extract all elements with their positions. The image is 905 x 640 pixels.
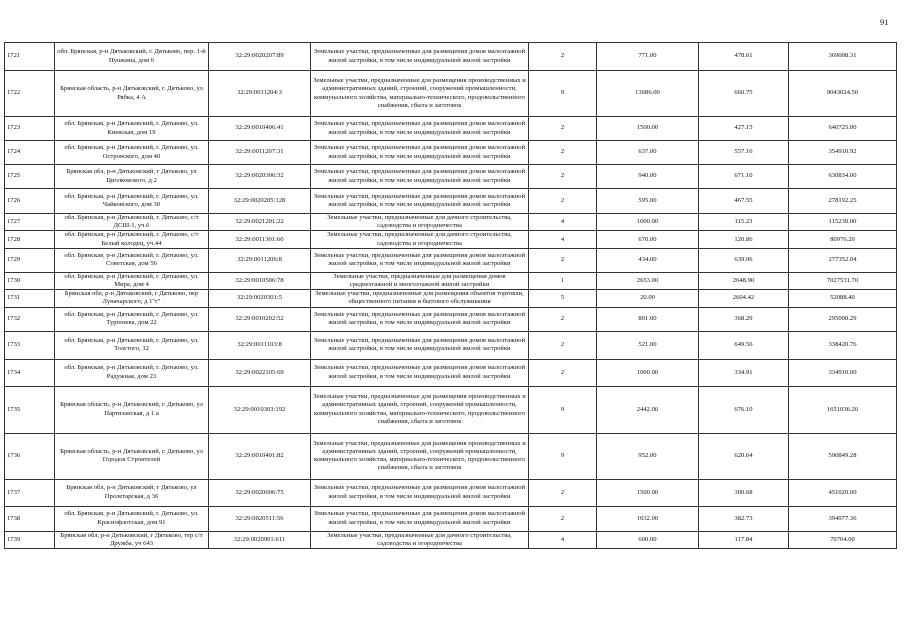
area-cell: 600.00 xyxy=(597,531,699,548)
specific-value-cell: 649.56 xyxy=(699,331,789,359)
land-use-cell: Земельные участки, предназначенные для размещения домов малоэтажной жилой застройки, в том числе индивидуальной жилой застройки xyxy=(311,189,529,214)
land-use-cell: Земельные участки, предназначенные для размещения домов малоэтажной жилой застройки, в том числе индивидуальной жилой застройки xyxy=(311,506,529,531)
land-use-cell: Земельные участки, предназначенные для размещения производственных и административных зданий, строений, сооружений промышленности, коммунального хозяйства, материально-технического, продовольственного снабжения, сбыта и заготовок xyxy=(311,386,529,433)
land-use-cell: Земельные участки, предназначенные для размещения домов малоэтажной жилой застройки, в том числе индивидуальной жилой застройки xyxy=(311,141,529,165)
specific-value-cell: 300.68 xyxy=(699,479,789,506)
table-row xyxy=(5,290,897,307)
use-group-cell: 2 xyxy=(529,506,597,531)
area-cell: 1500.00 xyxy=(597,117,699,141)
use-group-cell: 9 xyxy=(529,71,597,117)
land-use-cell: Земельные участки, предназначенные для размещения домов малоэтажной жилой застройки, в том числе индивидуальной жилой застройки xyxy=(311,359,529,386)
address-cell: Брянская обл, р-н Дятьковский, г Дятьково, ул Пролетарская, д 36 xyxy=(55,479,209,506)
row-number: 1727 xyxy=(5,214,55,231)
address-cell: обл. Брянская, р-н Дятьковский, г. Дятьково, с/т Белый колодец, уч.44 xyxy=(55,231,209,248)
row-number: 1731 xyxy=(5,290,55,307)
specific-value-cell: 478.61 xyxy=(699,43,789,71)
specific-value-cell: 2648.90 xyxy=(699,272,789,289)
cadastral-value-cell: 590849.28 xyxy=(789,433,897,479)
address-cell: обл. Брянская, р-н Дятьковский, г. Дятьково, ул. Толстого, 32 xyxy=(55,331,209,359)
area-cell: 801.00 xyxy=(597,307,699,331)
area-cell: 595.00 xyxy=(597,189,699,214)
use-group-cell: 2 xyxy=(529,331,597,359)
address-cell: Брянская область, р-н Дятьковский, г. Дятьково, ул Городок Строителей xyxy=(55,433,209,479)
cadastral-number-cell: 32:29:0020205:128 xyxy=(209,189,311,214)
row-number: 1726 xyxy=(5,189,55,214)
table-row xyxy=(5,359,897,386)
row-number: 1733 xyxy=(5,331,55,359)
cadastral-number-cell: 32:29:0020606:75 xyxy=(209,479,311,506)
area-cell: 1000.00 xyxy=(597,214,699,231)
specific-value-cell: 117.84 xyxy=(699,531,789,548)
cadastral-number-cell: 32:29:0011204:3 xyxy=(209,71,311,117)
specific-value-cell: 620.64 xyxy=(699,433,789,479)
cadastral-value-cell: 277352.04 xyxy=(789,248,897,272)
use-group-cell: 2 xyxy=(529,117,597,141)
specific-value-cell: 2604.42 xyxy=(699,290,789,307)
land-valuation-table xyxy=(4,42,897,549)
table-row xyxy=(5,531,897,548)
row-number: 1737 xyxy=(5,479,55,506)
table-row xyxy=(5,272,897,289)
cadastral-value-cell: 1651036.20 xyxy=(789,386,897,433)
specific-value-cell: 557.16 xyxy=(699,141,789,165)
specific-value-cell: 382.73 xyxy=(699,506,789,531)
land-use-cell: Земельные участки, предназначенные для дачного строительства, садоводства и огородничества xyxy=(311,531,529,548)
land-use-cell: Земельные участки, предназначенные для размещения домов малоэтажной жилой застройки, в том числе индивидуальной жилой застройки xyxy=(311,117,529,141)
address-cell: обл. Брянская, р-н Дятьковский, г. Дятьково, ул. Советская, дом 56 xyxy=(55,248,209,272)
table-row xyxy=(5,307,897,331)
cadastral-value-cell: 7027531.70 xyxy=(789,272,897,289)
cadastral-value-cell: 115230.00 xyxy=(789,214,897,231)
use-group-cell: 2 xyxy=(529,479,597,506)
specific-value-cell: 671.10 xyxy=(699,165,789,189)
use-group-cell: 2 xyxy=(529,359,597,386)
table-row xyxy=(5,165,897,189)
specific-value-cell: 115.23 xyxy=(699,214,789,231)
cadastral-value-cell: 394977.36 xyxy=(789,506,897,531)
area-cell: 952.00 xyxy=(597,433,699,479)
table-row xyxy=(5,386,897,433)
use-group-cell: 4 xyxy=(529,531,597,548)
cadastral-value-cell: 640725.00 xyxy=(789,117,897,141)
land-use-cell: Земельные участки, предназначенные для размещения домов малоэтажной жилой застройки, в том числе индивидуальной жилой застройки xyxy=(311,479,529,506)
table-body xyxy=(5,43,897,549)
table-row xyxy=(5,479,897,506)
row-number: 1738 xyxy=(5,506,55,531)
area-cell: 434.00 xyxy=(597,248,699,272)
area-cell: 1500.00 xyxy=(597,479,699,506)
row-number: 1725 xyxy=(5,165,55,189)
cadastral-number-cell: 32:29:0010406:41 xyxy=(209,117,311,141)
area-cell: 1000.00 xyxy=(597,359,699,386)
cadastral-number-cell: 32:29:0011301:60 xyxy=(209,231,311,248)
cadastral-value-cell: 338420.76 xyxy=(789,331,897,359)
specific-value-cell: 639.06 xyxy=(699,248,789,272)
use-group-cell: 2 xyxy=(529,307,597,331)
use-group-cell: 2 xyxy=(529,43,597,71)
row-number: 1732 xyxy=(5,307,55,331)
cadastral-number-cell: 32:29:0011103:8 xyxy=(209,331,311,359)
area-cell: 771.00 xyxy=(597,43,699,71)
use-group-cell: 1 xyxy=(529,272,597,289)
use-group-cell: 5 xyxy=(529,290,597,307)
cadastral-value-cell: 80976.20 xyxy=(789,231,897,248)
land-use-cell: Земельные участки, предназначенные для размещения объектов торговли, общественного питания и бытового обслуживания xyxy=(311,290,529,307)
specific-value-cell: 467.55 xyxy=(699,189,789,214)
cadastral-number-cell: 32:29:0022105:69 xyxy=(209,359,311,386)
use-group-cell: 2 xyxy=(529,165,597,189)
use-group-cell: 4 xyxy=(529,214,597,231)
row-number: 1735 xyxy=(5,386,55,433)
row-number: 1734 xyxy=(5,359,55,386)
table-row xyxy=(5,117,897,141)
use-group-cell: 2 xyxy=(529,189,597,214)
address-cell: Брянская обл, р-н Дятьковский, г Дятьково, пер Луначарского, д 1"г" xyxy=(55,290,209,307)
table-row xyxy=(5,71,897,117)
table-row xyxy=(5,248,897,272)
specific-value-cell: 676.10 xyxy=(699,386,789,433)
area-cell: 20.00 xyxy=(597,290,699,307)
address-cell: обл. Брянская, р-н Дятьковский, г. Дятьково, пер. 1-й Пушкина, дом 6 xyxy=(55,43,209,71)
row-number: 1724 xyxy=(5,141,55,165)
cadastral-number-cell: 32:29:0020207:89 xyxy=(209,43,311,71)
row-number: 1721 xyxy=(5,43,55,71)
land-use-cell: Земельные участки, предназначенные для размещения производственных и административных зданий, строений, сооружений промышленности, коммунального хозяйства, материально-технического, продовольственного снабжения, сбыта и заготовок xyxy=(311,433,529,479)
land-use-cell: Земельные участки, предназначенные для размещения домов среднеэтажной и многоэтажной жилой застройки xyxy=(311,272,529,289)
table-row xyxy=(5,231,897,248)
cadastral-value-cell: 334910.00 xyxy=(789,359,897,386)
cadastral-number-cell: 32:29:0021201:22 xyxy=(209,214,311,231)
cadastral-value-cell: 9043024.50 xyxy=(789,71,897,117)
address-cell: обл. Брянская, р-н Дятьковский, г. Дятьково, ул. Киевская, дом 19 xyxy=(55,117,209,141)
table-row xyxy=(5,331,897,359)
cadastral-number-cell: 32:29:0011207:31 xyxy=(209,141,311,165)
land-use-cell: Земельные участки, предназначенные для размещения домов малоэтажной жилой застройки, в том числе индивидуальной жилой застройки xyxy=(311,248,529,272)
use-group-cell: 2 xyxy=(529,248,597,272)
address-cell: Брянская область, р-н Дятьковский, г. Дятьково, ул Партизанская, д 1 а xyxy=(55,386,209,433)
address-cell: Брянская обл, р-н Дятьковский, г Дятьково, ул Циолковского, д 2 xyxy=(55,165,209,189)
area-cell: 2653.00 xyxy=(597,272,699,289)
page-number: 91 xyxy=(880,17,889,27)
land-use-cell: Земельные участки, предназначенные для дачного строительства, садоводства и огородничества xyxy=(311,231,529,248)
area-cell: 2442.00 xyxy=(597,386,699,433)
cadastral-value-cell: 630834.00 xyxy=(789,165,897,189)
area-cell: 637.00 xyxy=(597,141,699,165)
row-number: 1722 xyxy=(5,71,55,117)
address-cell: Брянская область, р-н Дятьковский, г. Дятьково, ул Рябка, 4 А xyxy=(55,71,209,117)
cadastral-value-cell: 369008.31 xyxy=(789,43,897,71)
land-use-cell: Земельные участки, предназначенные для размещения домов малоэтажной жилой застройки, в том числе индивидуальной жилой застройки xyxy=(311,307,529,331)
address-cell: обл. Брянская, р-н Дятьковский, г. Дятьково, с/т ДСШ-1, уч.6 xyxy=(55,214,209,231)
cadastral-value-cell: 278192.25 xyxy=(789,189,897,214)
specific-value-cell: 427.15 xyxy=(699,117,789,141)
row-number: 1730 xyxy=(5,272,55,289)
address-cell: обл. Брянская, р-н Дятьковский, г. Дятьково, ул. Чайковского, дом 30 xyxy=(55,189,209,214)
use-group-cell: 2 xyxy=(529,141,597,165)
table-row xyxy=(5,189,897,214)
specific-value-cell: 120.86 xyxy=(699,231,789,248)
cadastral-number-cell: 32:29:0010506:78 xyxy=(209,272,311,289)
row-number: 1723 xyxy=(5,117,55,141)
address-cell: обл. Брянская, р-н Дятьковский, г. Дятьково, ул. Островского, дом 40 xyxy=(55,141,209,165)
cadastral-number-cell: 32:29:0010401:82 xyxy=(209,433,311,479)
land-use-cell: Земельные участки, предназначенные для размещения домов малоэтажной жилой застройки, в том числе индивидуальной жилой застройки xyxy=(311,43,529,71)
row-number: 1739 xyxy=(5,531,55,548)
row-number: 1728 xyxy=(5,231,55,248)
specific-value-cell: 368.29 xyxy=(699,307,789,331)
table-row xyxy=(5,214,897,231)
cadastral-value-cell: 451020.00 xyxy=(789,479,897,506)
land-use-cell: Земельные участки, предназначенные для размещения производственных и административных зданий, строений, сооружений промышленности, коммунального хозяйства, материально-технического, продовольственного снабжения, сбыта и заготовок xyxy=(311,71,529,117)
address-cell: обл. Брянская, р-н Дятьковский, г. Дятьково, ул. Радужная, дом 23 xyxy=(55,359,209,386)
table-row xyxy=(5,141,897,165)
cadastral-number-cell: 32:29:0011206:8 xyxy=(209,248,311,272)
cadastral-value-cell: 52088.40 xyxy=(789,290,897,307)
address-cell: Брянская обл, р-н Дятьковский, г Дятьково, тер с/т Дружба, уч 643 xyxy=(55,531,209,548)
specific-value-cell: 334.91 xyxy=(699,359,789,386)
use-group-cell: 4 xyxy=(529,231,597,248)
row-number: 1729 xyxy=(5,248,55,272)
cadastral-value-cell: 354910.92 xyxy=(789,141,897,165)
cadastral-number-cell: 32:29:0020901:611 xyxy=(209,531,311,548)
land-use-cell: Земельные участки, предназначенные для дачного строительства, садоводства и огородничества xyxy=(311,214,529,231)
land-use-cell: Земельные участки, предназначенные для размещения домов малоэтажной жилой застройки, в том числе индивидуальной жилой застройки xyxy=(311,331,529,359)
cadastral-number-cell: 32:29:0010202:52 xyxy=(209,307,311,331)
area-cell: 940.00 xyxy=(597,165,699,189)
cadastral-number-cell: 32:29:0020301:5 xyxy=(209,290,311,307)
land-use-cell: Земельные участки, предназначенные для размещения домов малоэтажной жилой застройки, в том числе индивидуальной жилой застройки xyxy=(311,165,529,189)
table-row xyxy=(5,506,897,531)
cadastral-number-cell: 32:29:0020306:32 xyxy=(209,165,311,189)
specific-value-cell: 660.75 xyxy=(699,71,789,117)
table-row xyxy=(5,433,897,479)
address-cell: обл. Брянская, р-н Дятьковский, г. Дятьково, ул. Тургенева, дом 22 xyxy=(55,307,209,331)
address-cell: обл. Брянская, р-н Дятьковский, г. Дятьково, ул. Краснофлотская, дом 91 xyxy=(55,506,209,531)
cadastral-number-cell: 32:29:0010303:192 xyxy=(209,386,311,433)
area-cell: 670.00 xyxy=(597,231,699,248)
use-group-cell: 9 xyxy=(529,386,597,433)
use-group-cell: 9 xyxy=(529,433,597,479)
cadastral-number-cell: 32:29:0020511:56 xyxy=(209,506,311,531)
area-cell: 521.00 xyxy=(597,331,699,359)
address-cell: обл. Брянская, р-н Дятьковский, г. Дятьково, ул. Мира, дом 4 xyxy=(55,272,209,289)
area-cell: 1032.00 xyxy=(597,506,699,531)
cadastral-value-cell: 295000.29 xyxy=(789,307,897,331)
row-number: 1736 xyxy=(5,433,55,479)
table-row xyxy=(5,43,897,71)
area-cell: 13686.00 xyxy=(597,71,699,117)
cadastral-value-cell: 70704.00 xyxy=(789,531,897,548)
